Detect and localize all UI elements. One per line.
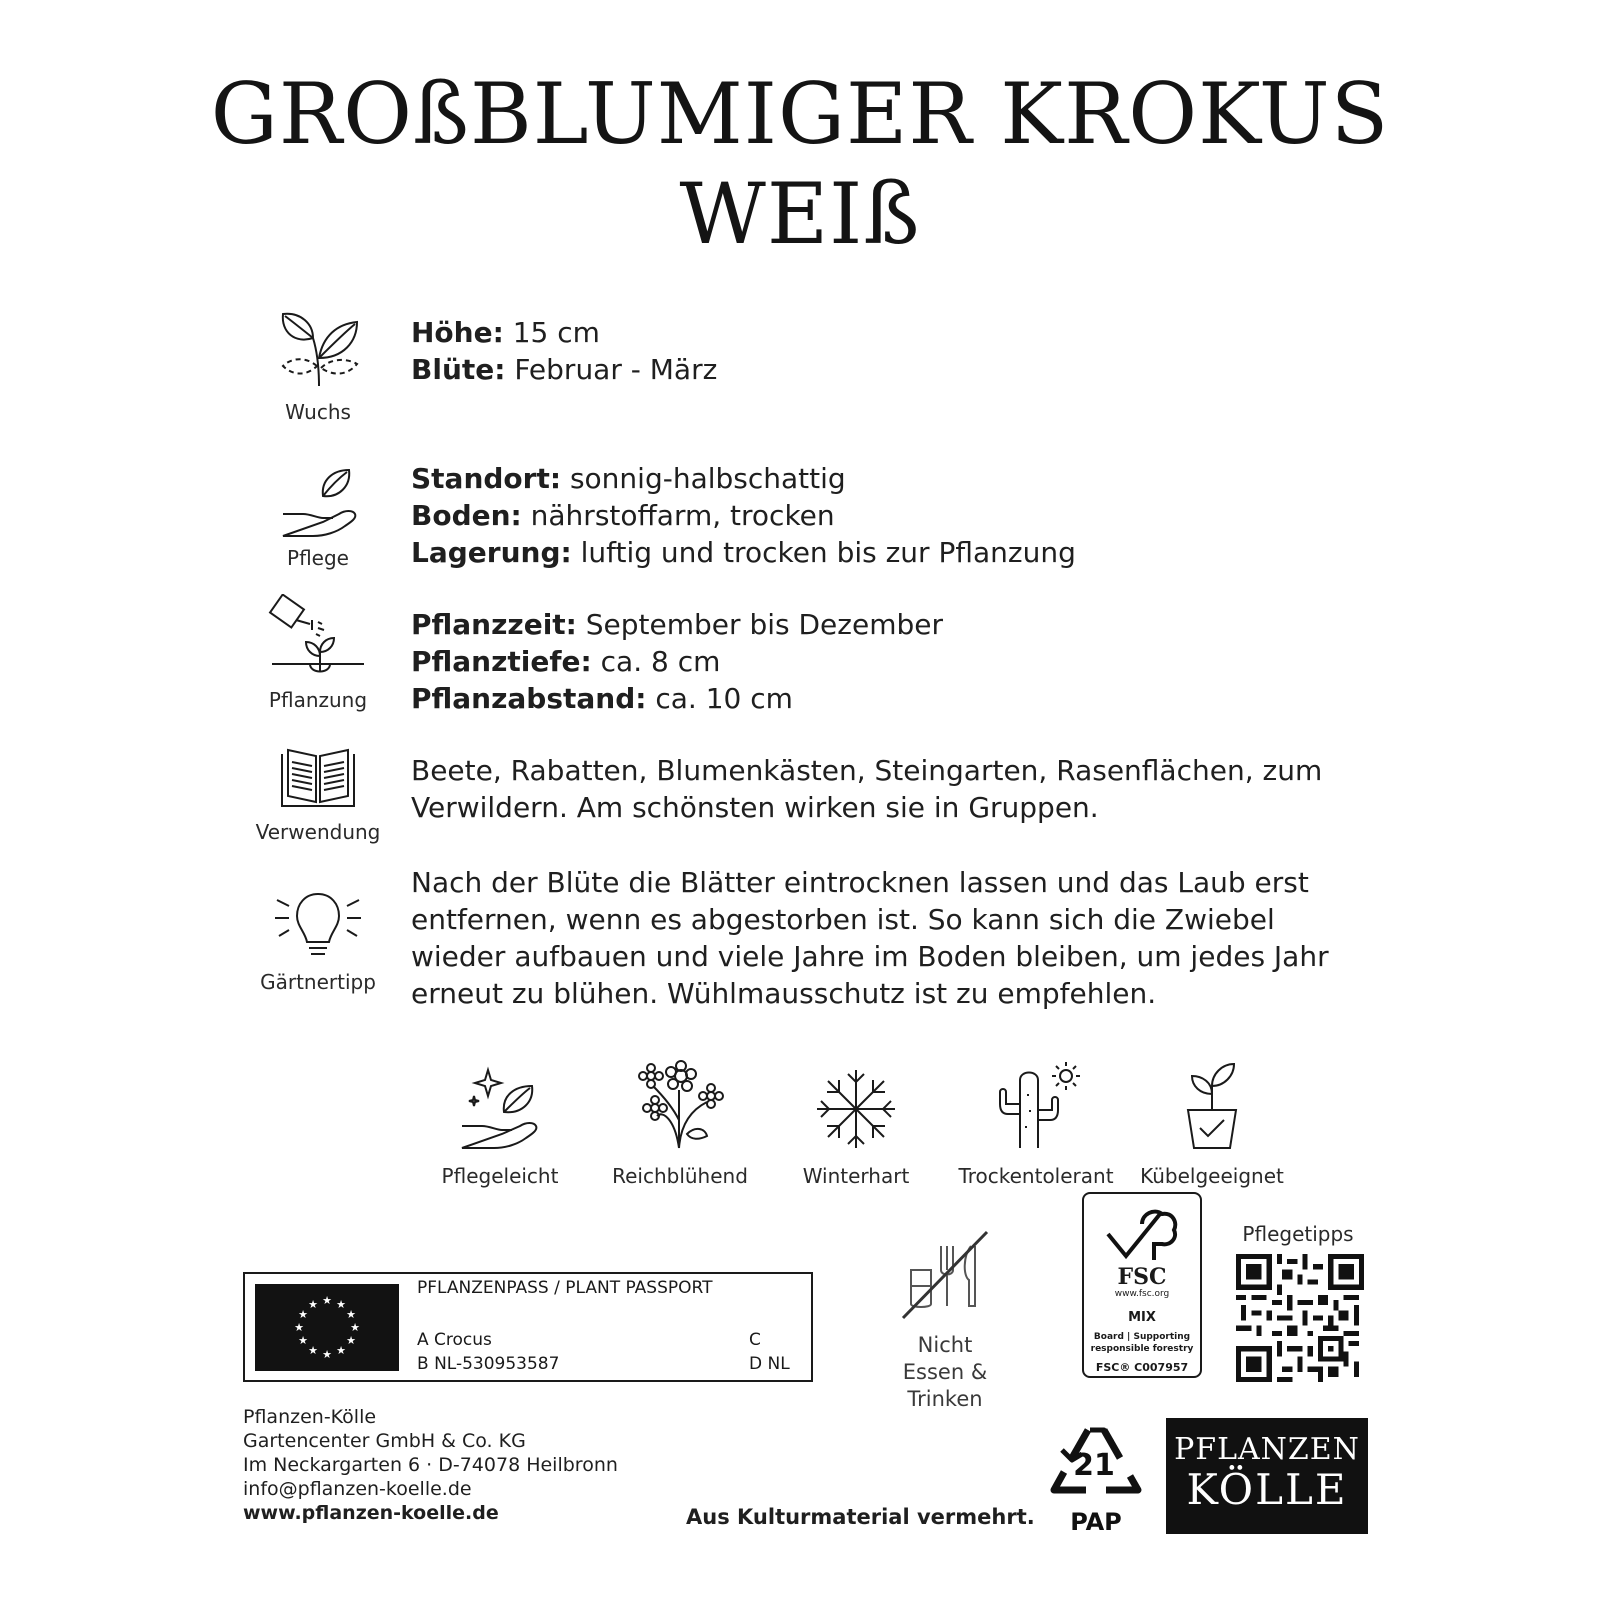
- info-key: Lagerung:: [411, 536, 572, 569]
- info-key: Pflanztiefe:: [411, 645, 592, 678]
- info-value: luftig und trocken bis zur Pflanzung: [571, 536, 1076, 569]
- section-label: Wuchs: [285, 400, 351, 424]
- info-value: ca. 8 cm: [591, 645, 721, 678]
- warning-block: [870, 1226, 1020, 1413]
- feature-reichbluehend: [590, 1060, 770, 1188]
- svg-text:★: ★: [350, 1321, 360, 1334]
- company-website[interactable]: www.pflanzen-koelle.de: [243, 1502, 499, 1524]
- section-label: Gärtnertipp: [260, 970, 376, 994]
- culture-note: Aus Kulturmaterial vermehrt.: [686, 1505, 1035, 1529]
- info-value: ca. 10 cm: [646, 682, 793, 715]
- info-key: Standort:: [411, 462, 562, 495]
- svg-text:★: ★: [322, 1294, 332, 1307]
- fsc-desc1: Board | Supporting: [1093, 1332, 1191, 1342]
- fsc-name: FSC: [1117, 1264, 1167, 1290]
- fsc-tree-check-icon: [1102, 1204, 1182, 1266]
- svg-text:★: ★: [336, 1298, 346, 1311]
- plant-passport-box: [243, 1272, 813, 1382]
- info-line-lagerung: [411, 534, 1411, 571]
- info-value: nährstoffarm, trocken: [521, 499, 835, 532]
- info-line-pflanzzeit: [411, 606, 1411, 643]
- section-label: Verwendung: [255, 820, 381, 844]
- brand-line2: KÖLLE: [1186, 1465, 1348, 1514]
- section-pflanzung-icon-block: [248, 594, 388, 712]
- info-key: Höhe:: [411, 316, 504, 349]
- company-address-block: [243, 1405, 618, 1525]
- svg-text:★: ★: [322, 1348, 332, 1361]
- passport-heading: PFLANZENPASS / PLANT PASSPORT: [417, 1278, 713, 1298]
- paragraph-line: Beete, Rabatten, Blumenkästen, Steingarten, Rasenflächen, zum: [411, 754, 1323, 787]
- section-label: Pflege: [287, 546, 349, 570]
- info-line-boden: [411, 497, 1411, 534]
- warning-line2: Essen & Trinken: [902, 1360, 988, 1411]
- feature-label: Pflegeleicht: [441, 1164, 559, 1188]
- brand-line1: PFLANZEN: [1174, 1432, 1360, 1467]
- section-label: Pflanzung: [268, 688, 368, 712]
- paragraph-line: erneut zu blühen. Wühlmausschutz ist zu empfehlen.: [411, 977, 1157, 1010]
- info-value: September bis Dezember: [576, 608, 943, 641]
- passport-field-b: B NL-530953587: [417, 1354, 560, 1374]
- recycle-symbol: [1044, 1420, 1148, 1536]
- product-title-line1: GROßBLUMIGER KROKUS: [210, 65, 1390, 163]
- section-verwendung-icon-block: [248, 746, 388, 844]
- eu-stars-icon: [255, 1284, 399, 1371]
- paragraph-line: entfernen, wenn es abgestorben ist. So kann sich die Zwiebel: [411, 903, 1275, 936]
- paragraph-line: wieder aufbauen und viele Jahre im Boden bleiben, um jedes Jahr: [411, 940, 1329, 973]
- company-email[interactable]: info@pflanzen-koelle.de: [243, 1478, 472, 1500]
- section-gaertnertipp-icon-block: [248, 888, 388, 994]
- svg-text:★: ★: [308, 1344, 318, 1357]
- info-line-pflanzabstand: [411, 680, 1411, 717]
- feature-kuebelgeeignet: [1122, 1060, 1302, 1188]
- recycle-number: 21: [1073, 1448, 1115, 1483]
- flower-bouquet-icon: [635, 1060, 725, 1150]
- hand-leaf-icon: [273, 466, 363, 538]
- svg-text:★: ★: [346, 1308, 356, 1321]
- info-line-pflanztiefe: [411, 643, 1411, 680]
- company-name: Pflanzen-Kölle: [243, 1406, 377, 1428]
- plant-leaves-icon: [273, 306, 363, 392]
- feature-winterhart: [766, 1068, 946, 1188]
- feature-label: Winterhart: [802, 1164, 910, 1188]
- svg-text:★: ★: [294, 1321, 304, 1334]
- qr-label: Pflegetipps: [1242, 1222, 1354, 1246]
- svg-text:★: ★: [308, 1298, 318, 1311]
- potted-plant-icon: [1172, 1060, 1252, 1150]
- info-line-bluete: [411, 351, 1411, 388]
- product-title-line2: WEIß: [679, 165, 921, 263]
- fsc-logo: [1082, 1192, 1202, 1378]
- paragraph-line: Nach der Blüte die Blätter eintrocknen lassen und das Laub erst: [411, 866, 1309, 899]
- info-key: Blüte:: [411, 353, 506, 386]
- watering-can-icon: [268, 594, 368, 680]
- info-value: sonnig-halbschattig: [561, 462, 846, 495]
- company-address: Im Neckargarten 6 · D-74078 Heilbronn: [243, 1454, 618, 1476]
- section-verwendung-info: [411, 752, 1411, 826]
- section-wuchs-info: [411, 314, 1411, 388]
- paragraph-line: Verwildern. Am schönsten wirken sie in Gruppen.: [411, 791, 1099, 824]
- info-value: Februar - März: [505, 353, 718, 386]
- svg-text:★: ★: [346, 1334, 356, 1347]
- section-gaertnertipp-info: [411, 864, 1411, 1012]
- info-line-hoehe: [411, 314, 1411, 351]
- section-wuchs-icon-block: [248, 306, 388, 424]
- section-pflege-info: [411, 460, 1411, 571]
- warning-line1: Nicht: [917, 1333, 973, 1357]
- section-pflege-icon-block: [248, 466, 388, 570]
- feature-pflegeleicht: [410, 1066, 590, 1188]
- passport-field-a: A Crocus: [417, 1330, 492, 1350]
- svg-text:★: ★: [298, 1334, 308, 1347]
- fsc-url: www.fsc.org: [1114, 1289, 1170, 1299]
- fsc-mix: MIX: [1128, 1310, 1156, 1325]
- feature-label: Reichblühend: [612, 1164, 748, 1188]
- lightbulb-icon: [273, 888, 363, 960]
- feature-label: Kübelgeeignet: [1140, 1164, 1284, 1188]
- info-key: Pflanzabstand:: [411, 682, 647, 715]
- svg-text:★: ★: [336, 1344, 346, 1357]
- section-pflanzung-info: [411, 606, 1411, 717]
- info-key: Boden:: [411, 499, 522, 532]
- feature-trockentolerant: [946, 1060, 1126, 1188]
- qr-code[interactable]: [1236, 1254, 1364, 1382]
- brand-logo: [1166, 1418, 1368, 1534]
- info-key: Pflanzzeit:: [411, 608, 577, 641]
- fsc-desc2: responsible forestry: [1090, 1344, 1194, 1354]
- eu-flag-icon: [255, 1284, 399, 1371]
- info-value: 15 cm: [503, 316, 600, 349]
- recycle-label: PAP: [1070, 1508, 1122, 1536]
- info-line-standort: [411, 460, 1411, 497]
- feature-label: Trockentolerant: [958, 1164, 1114, 1188]
- cactus-sun-icon: [990, 1060, 1082, 1150]
- passport-field-d: D NL: [749, 1354, 790, 1374]
- no-eating-drinking-icon: [895, 1226, 995, 1326]
- company-legal: Gartencenter GmbH & Co. KG: [243, 1430, 526, 1452]
- open-book-icon: [278, 746, 358, 810]
- snowflake-icon: [815, 1068, 897, 1150]
- hand-sparkle-leaf-icon: [458, 1066, 542, 1150]
- passport-field-c: C: [749, 1330, 761, 1350]
- fsc-code: FSC® C007957: [1095, 1361, 1189, 1374]
- svg-text:★: ★: [298, 1308, 308, 1321]
